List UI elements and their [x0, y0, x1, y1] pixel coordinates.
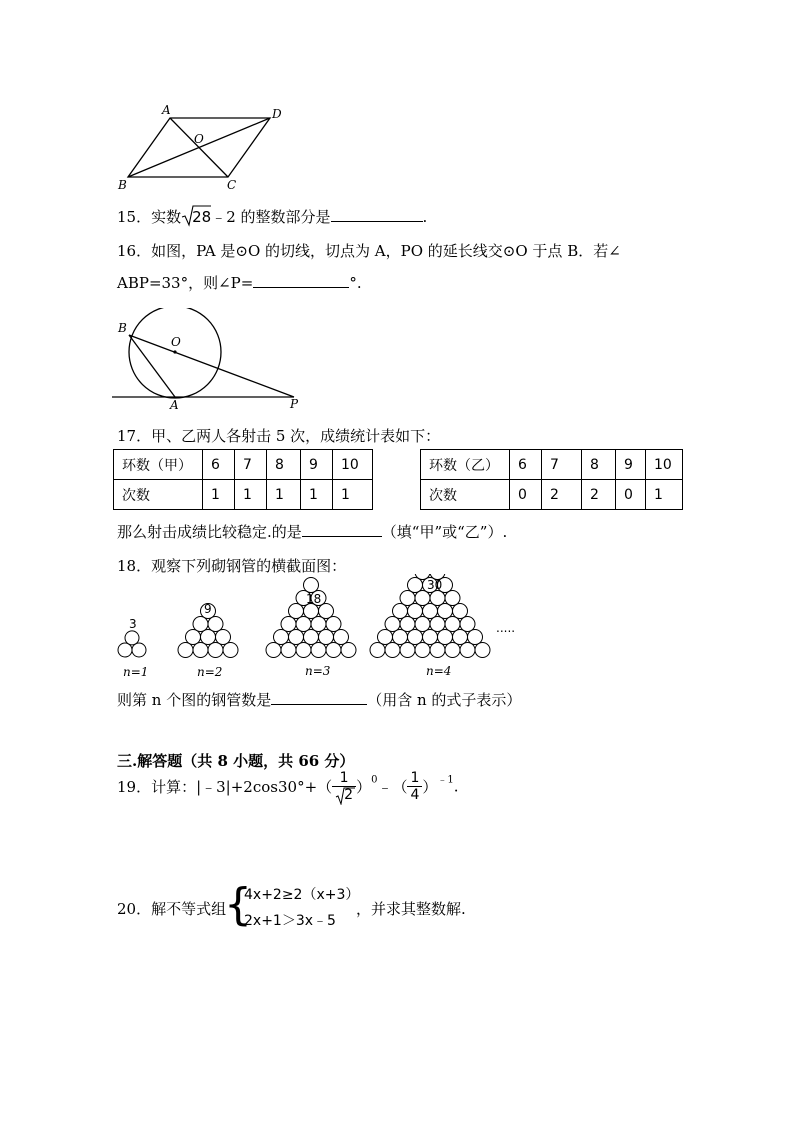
- score-table-jia: [113, 449, 373, 510]
- table-cell: 次数: [421, 480, 510, 510]
- pipe-circle: [408, 604, 423, 619]
- table-cell: 1: [267, 480, 301, 510]
- count-label: 18: [306, 592, 322, 606]
- question-17-intro: 17．甲、乙两人各射击 5 次，成绩统计表如下：: [117, 427, 441, 445]
- table-cell: 环数（甲）: [114, 450, 203, 480]
- table-cell: 7: [542, 450, 582, 480]
- pipe-circle: [319, 630, 334, 645]
- fraction-1-over-4: [407, 770, 422, 803]
- pipe-circle: [453, 604, 468, 619]
- pipe-circle: [193, 617, 208, 632]
- label-b: B: [118, 321, 127, 335]
- pipe-circle: [201, 630, 216, 645]
- table-cell: 次数: [114, 480, 203, 510]
- pipe-circle: [385, 643, 400, 658]
- pipe-circle: [281, 617, 296, 632]
- pipe-circle: [132, 643, 146, 657]
- pipe-circle: [475, 643, 490, 658]
- pipe-circle: [415, 617, 430, 632]
- q18-prefix: 则第 n 个图的钢管数是: [117, 691, 272, 709]
- pipe-circle: [223, 643, 238, 658]
- answer-blank[interactable]: [271, 690, 367, 705]
- q19-end: .: [453, 777, 459, 796]
- section-title: 三.解答题（共 8 小题，共 66 分）: [117, 752, 355, 770]
- pipe-circle: [408, 578, 423, 593]
- label-o: O: [171, 335, 181, 349]
- pipe-circle: [393, 604, 408, 619]
- question-20-suffix: ，并求其整数解.: [356, 900, 466, 918]
- table-row: [114, 480, 373, 510]
- table-cell: 10: [333, 450, 373, 480]
- pipe-circle: [438, 630, 453, 645]
- pipe-circle: [423, 630, 438, 645]
- inequality-2: 2x+1＞3x﹣5: [244, 913, 336, 929]
- radical-sign: [181, 205, 211, 227]
- pipe-circle: [289, 630, 304, 645]
- q16-prefix: ABP=33°，则∠P=: [117, 274, 254, 292]
- score-table-yi: [420, 449, 683, 510]
- q15-radicand: 28: [192, 208, 212, 226]
- label-b: B: [118, 178, 127, 192]
- pipe-circle: [400, 643, 415, 658]
- table-row: [421, 450, 683, 480]
- center-point: [173, 350, 176, 353]
- circle-tangent-figure: [110, 308, 310, 412]
- pipe-circle: [393, 630, 408, 645]
- pipe-stack-figures: [110, 574, 530, 684]
- question-19: [117, 770, 459, 820]
- table-cell: 环数（乙）: [421, 450, 510, 480]
- q18-suffix: （用含 n 的式子表示）: [367, 691, 522, 709]
- exponent: 0: [371, 774, 378, 786]
- pipe-circle: [400, 591, 415, 606]
- pipe-circle: [460, 643, 475, 658]
- pipe-circle: [311, 617, 326, 632]
- fraction-numerator: 1: [407, 770, 422, 787]
- table-cell: 9: [301, 450, 333, 480]
- question-17-prompt: [117, 521, 507, 542]
- fraction-denominator: [332, 787, 356, 803]
- pipe-circle: [304, 630, 319, 645]
- table-cell: 0: [510, 480, 542, 510]
- pipe-circle: [453, 630, 468, 645]
- fraction-numerator: 1: [332, 770, 356, 787]
- question-18-prompt: [117, 689, 521, 710]
- pipe-circle: [438, 604, 453, 619]
- pipe-circle: [304, 578, 319, 593]
- pipe-circle: [125, 631, 139, 645]
- q15-end: .: [422, 208, 428, 226]
- table-cell: 9: [616, 450, 646, 480]
- segment-bp: [129, 335, 294, 397]
- pipe-circle: [334, 630, 349, 645]
- pipe-circle: [208, 617, 223, 632]
- pipe-circle: [423, 604, 438, 619]
- pipe-circle: [281, 643, 296, 658]
- pipe-circle: [208, 643, 223, 658]
- pipe-circle: [445, 617, 460, 632]
- table-cell: 1: [333, 480, 373, 510]
- question-15: [117, 206, 427, 227]
- table-cell: 2: [542, 480, 582, 510]
- pipe-circle: [296, 643, 311, 658]
- count-label: 9: [204, 602, 212, 616]
- brace-symbol: {: [224, 879, 252, 930]
- q15-prefix: 15．实数: [117, 208, 182, 226]
- q19-prefix: 19．计算：|﹣3|+2cos30°+（: [117, 778, 333, 796]
- count-label: 30: [427, 578, 443, 592]
- pipe-circle: [415, 591, 430, 606]
- pipe-circle: [186, 630, 201, 645]
- answer-blank[interactable]: [331, 207, 423, 222]
- question-20-prefix: 20．解不等式组: [117, 900, 227, 918]
- pipe-circle: [274, 630, 289, 645]
- pipe-circle: [400, 617, 415, 632]
- pipe-circle: [415, 643, 430, 658]
- label-c: C: [227, 178, 237, 192]
- pipe-circle: [408, 630, 423, 645]
- q15-suffix: ﹣2 的整数部分是: [211, 208, 331, 226]
- answer-blank[interactable]: [302, 522, 382, 537]
- table-cell: 1: [235, 480, 267, 510]
- pipe-circle: [430, 643, 445, 658]
- pipe-circle: [430, 617, 445, 632]
- table-cell: 6: [510, 450, 542, 480]
- n-label: n=3: [305, 664, 331, 678]
- q19-mid: ）: [356, 778, 372, 796]
- table-cell: 2: [582, 480, 616, 510]
- table-cell: 6: [203, 450, 235, 480]
- exponent: ﹣1: [437, 774, 454, 786]
- table-cell: 1: [203, 480, 235, 510]
- sqrt-expression: [335, 787, 353, 803]
- pipe-circle: [216, 630, 231, 645]
- pipe-circle: [445, 591, 460, 606]
- q19-close: ）: [422, 778, 438, 796]
- parallelogram-figure: [110, 100, 300, 200]
- n-label: n=1: [123, 665, 149, 679]
- label-a: A: [170, 398, 179, 412]
- n-label: n=2: [197, 665, 223, 679]
- radical-sign: [335, 787, 355, 805]
- fraction-1-over-sqrt2: [332, 770, 356, 803]
- ellipsis: .....: [496, 621, 516, 635]
- pipe-circle: [326, 617, 341, 632]
- pipe-circle: [178, 643, 193, 658]
- pipe-circle: [341, 643, 356, 658]
- question-16-line1: 16．如图，PA 是⊙O 的切线，切点为 A，PO 的延长线交⊙O 于点 B．若∠: [117, 242, 621, 260]
- q17-suffix: （填“甲”或“乙”）.: [381, 523, 508, 541]
- count-label: 3: [129, 617, 137, 631]
- table-row: [114, 450, 373, 480]
- q19-radicand: 2: [344, 787, 354, 803]
- pipe-circle: [311, 643, 326, 658]
- table-cell: 8: [582, 450, 616, 480]
- pipe-circle: [430, 591, 445, 606]
- pipe-circle: [378, 630, 393, 645]
- question-16-line2: [117, 272, 362, 293]
- n-label: n=4: [426, 664, 452, 678]
- table-cell: 7: [235, 450, 267, 480]
- pipe-circle: [468, 630, 483, 645]
- pipe-circle: [370, 643, 385, 658]
- table-cell: 10: [646, 450, 683, 480]
- pipe-circle: [193, 643, 208, 658]
- label-p: P: [290, 397, 299, 411]
- label-a: A: [162, 103, 171, 117]
- pipe-circle: [460, 617, 475, 632]
- pipe-circle: [445, 643, 460, 658]
- pipe-circle: [385, 617, 400, 632]
- pipe-circle: [296, 617, 311, 632]
- pipe-circle: [266, 643, 281, 658]
- question-18-intro: 18．观察下列砌钢管的横截面图：: [117, 557, 347, 575]
- table-cell: 1: [646, 480, 683, 510]
- pipe-circle: [289, 604, 304, 619]
- pipe-circle: [326, 643, 341, 658]
- q16-suffix: °.: [349, 274, 362, 292]
- q19-minus: ﹣（: [377, 778, 408, 796]
- table-cell: 0: [616, 480, 646, 510]
- label-d: D: [272, 107, 282, 121]
- table-row: [421, 480, 683, 510]
- table-cell: 1: [301, 480, 333, 510]
- q17-prefix: 那么射击成绩比较稳定.的是: [117, 523, 302, 541]
- label-o: O: [194, 132, 204, 146]
- table-cell: 8: [267, 450, 301, 480]
- fraction-denominator: 4: [410, 787, 420, 803]
- pipe-circle: [118, 643, 132, 657]
- inequality-1: 4x+2≥2（x+3）: [244, 887, 360, 903]
- sqrt-expression: [181, 208, 211, 226]
- answer-blank[interactable]: [253, 273, 349, 288]
